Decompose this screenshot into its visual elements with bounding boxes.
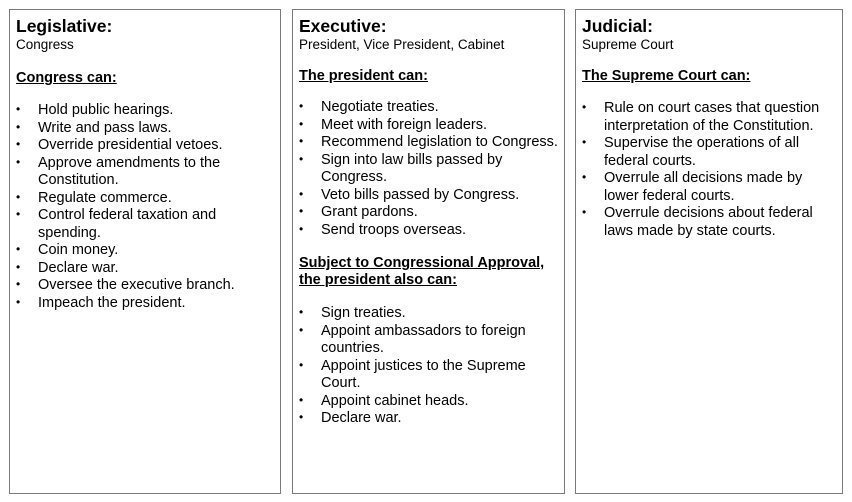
list-item: • Overrule all decisions made by lower federal courts. [582,170,836,205]
executive-column [292,9,565,494]
list-item: • Approve amendments to the Constitution. [16,155,274,190]
legislative-column [9,9,281,494]
list-item: • Overrule decisions about federal laws made by state courts. [582,205,836,240]
list-item: • Veto bills passed by Congress. [299,187,558,205]
list-item: • Rule on court cases that question interpretation of the Constitution. [582,100,836,135]
list-item: • Appoint justices to the Supreme Court. [299,358,558,393]
powers-heading: The Supreme Court can: [582,68,751,84]
approval-powers-list [299,305,558,428]
column-subtitle: Supreme Court [582,37,674,52]
list-item: • Control federal taxation and spending. [16,207,274,242]
list-item: • Meet with foreign leaders. [299,117,558,135]
powers-heading: The president can: [299,68,428,84]
list-item: • Declare war. [299,410,558,428]
column-subtitle: President, Vice President, Cabinet [299,37,505,52]
list-item: • Grant pardons. [299,204,558,222]
list-item: • Override presidential vetoes. [16,137,274,155]
powers-list [16,102,274,312]
list-item: • Declare war. [16,260,274,278]
list-item: • Sign treaties. [299,305,558,323]
list-item: • Recommend legislation to Congress. [299,134,558,152]
list-item: • Write and pass laws. [16,120,274,138]
list-item: • Send troops overseas. [299,222,558,240]
powers-list [582,100,836,240]
judicial-column [575,9,843,494]
list-item: • Hold public hearings. [16,102,274,120]
list-item: • Appoint cabinet heads. [299,393,558,411]
column-title: Legislative: [16,16,113,36]
list-item: • Sign into law bills passed by Congress. [299,152,558,187]
list-item: • Oversee the executive branch. [16,277,274,295]
list-item: • Negotiate treaties. [299,99,558,117]
column-title: Executive: [299,16,387,36]
powers-list [299,99,558,239]
approval-heading: Subject to Congressional Approval, the president also can: [299,255,545,288]
powers-heading: Congress can: [16,70,117,86]
list-item: • Regulate commerce. [16,190,274,208]
list-item: • Supervise the operations of all federal courts. [582,135,836,170]
column-title: Judicial: [582,16,653,36]
list-item: • Coin money. [16,242,274,260]
list-item: • Appoint ambassadors to foreign countries. [299,323,558,358]
list-item: • Impeach the president. [16,295,274,313]
column-subtitle: Congress [16,37,74,52]
